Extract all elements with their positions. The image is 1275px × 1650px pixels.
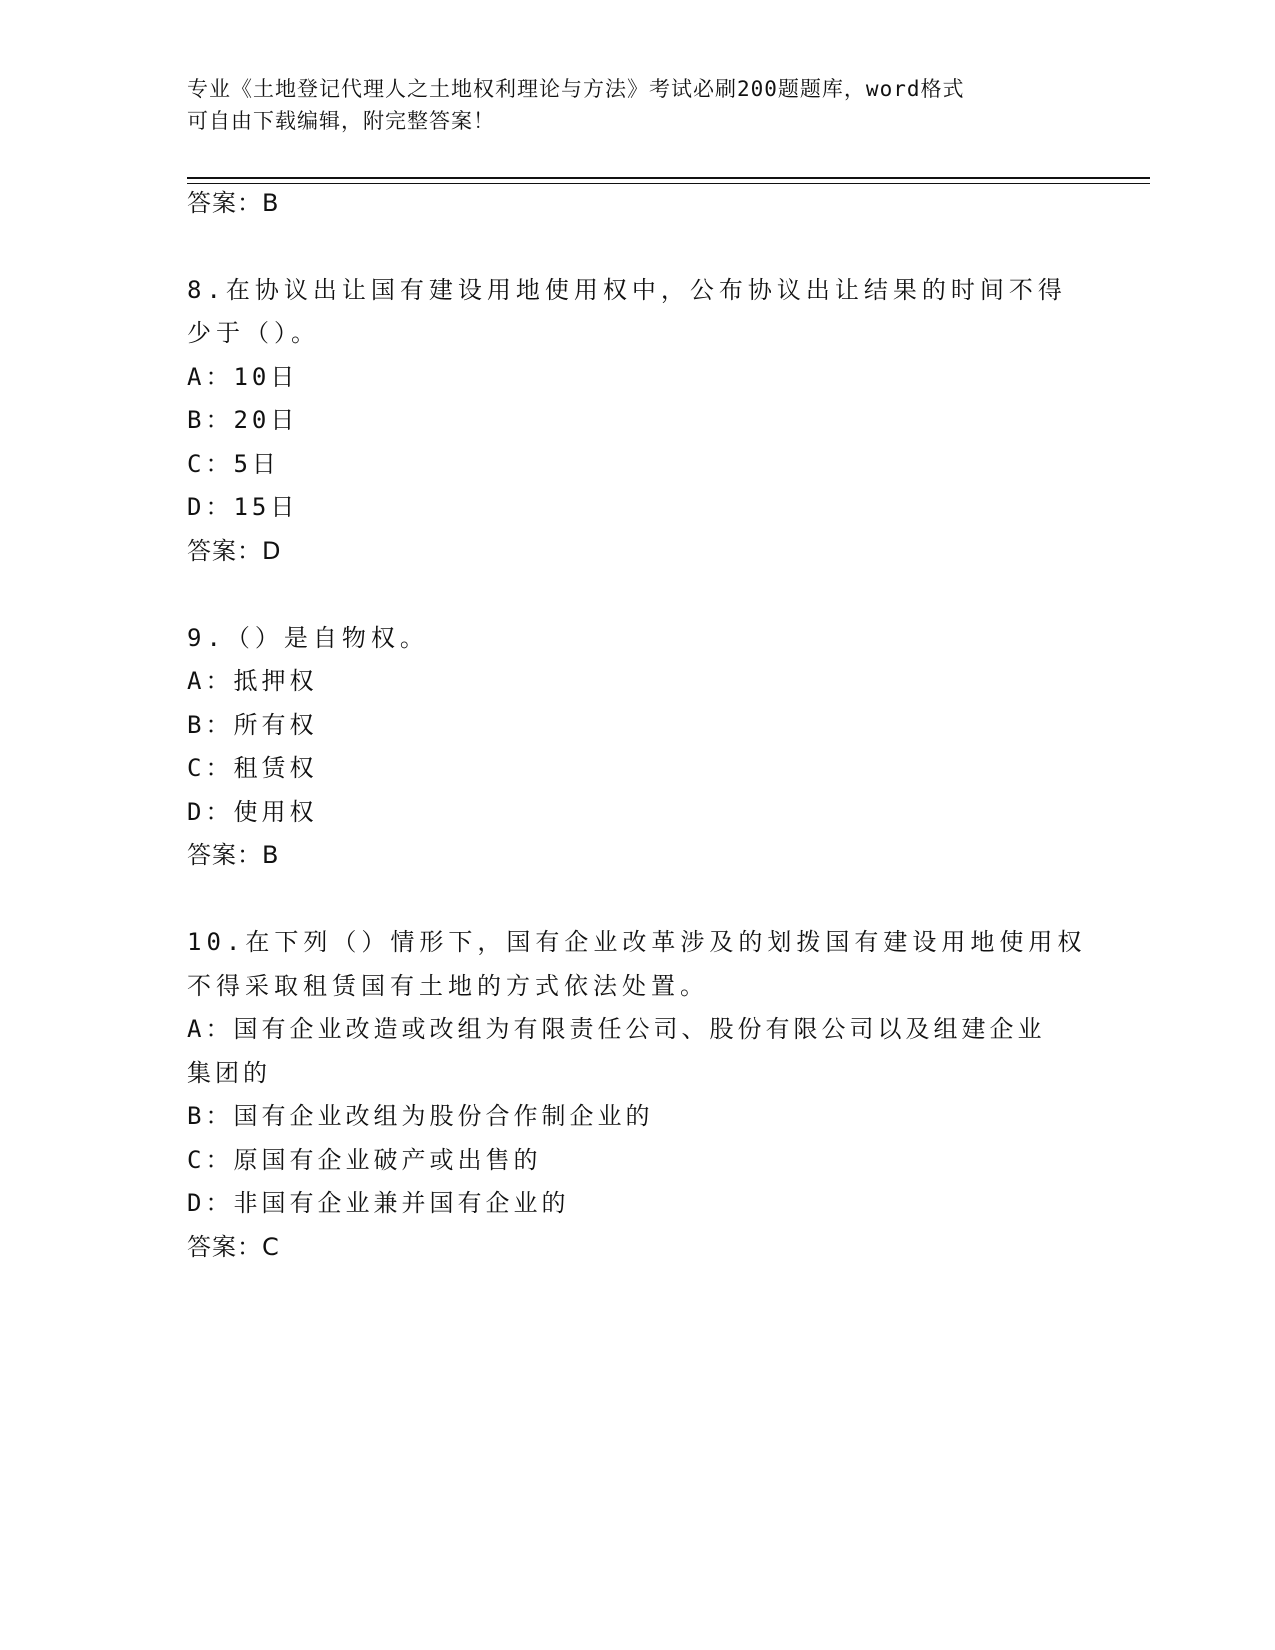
question-9-option-c: C：租赁权: [187, 754, 318, 782]
question-8-stem-line-2: 少于（）。: [187, 319, 320, 347]
question-10-option-a: A：国有企业改造或改组为有限责任公司、股份有限公司以及组建企业: [187, 1015, 1046, 1043]
question-10-option-d: D：非国有企业兼并国有企业的: [187, 1189, 570, 1217]
question-10-answer: 答案：C: [187, 1233, 280, 1261]
question-8-option-a: A：10日: [187, 363, 299, 391]
question-9-answer: 答案：B: [187, 841, 280, 869]
question-8-option-c: C：5日: [187, 450, 280, 478]
header-divider-thin: [187, 183, 1150, 184]
question-9-option-b: B：所有权: [187, 711, 318, 739]
question-10-stem-line-2: 不得采取租赁国有土地的方式依法处置。: [187, 972, 709, 1000]
header-line-2: 可自由下载编辑，附完整答案！: [187, 109, 495, 133]
question-10-stem-line-1: 10.在下列（）情形下，国有企业改革涉及的划拨国有建设用地使用权: [187, 928, 1087, 956]
question-9-option-a: A：抵押权: [187, 667, 318, 695]
question-8-option-d: D：15日: [187, 493, 299, 521]
previous-answer: 答案：B: [187, 189, 280, 217]
document-header: [187, 73, 1077, 137]
question-8-stem-line-1: 8.在协议出让国有建设用地使用权中，公布协议出让结果的时间不得: [187, 276, 1067, 304]
question-10-option-a-continued: 集团的: [187, 1059, 271, 1087]
question-9-stem-line-1: 9.（）是自物权。: [187, 624, 429, 652]
question-10-option-c: C：原国有企业破产或出售的: [187, 1146, 542, 1174]
question-9-option-d: D：使用权: [187, 798, 318, 826]
question-8-answer: 答案：D: [187, 537, 282, 565]
question-10-option-b: B：国有企业改组为股份合作制企业的: [187, 1102, 654, 1130]
header-divider-thick: [187, 177, 1150, 179]
question-8-option-b: B：20日: [187, 406, 299, 434]
header-line-1: 专业《土地登记代理人之土地权利理论与方法》考试必刷200题题库，word格式: [187, 77, 965, 101]
